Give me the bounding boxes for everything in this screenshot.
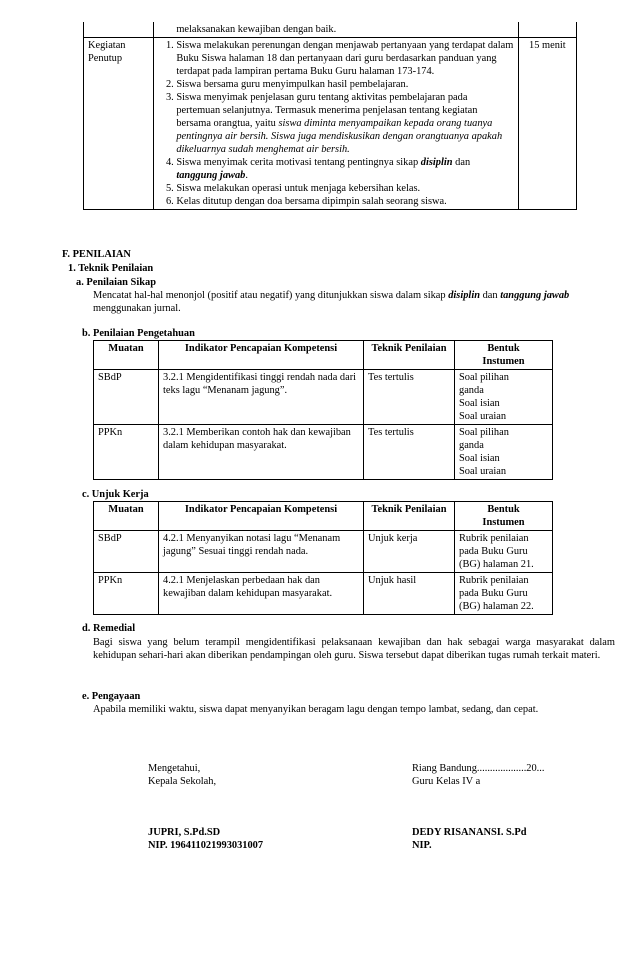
col-teknik: Teknik Penilaian: [364, 502, 455, 531]
duration-cell: 15 menit: [518, 38, 576, 210]
table-row: SBdP 4.2.1 Menyanyikan notasi lagu “Menanam jagung” Sesuai tinggi rendah nada. Unjuk kerja Rubrik penilaian pada Buku Guru (BG) halaman 21.: [94, 531, 553, 573]
list-item: 6. Kelas ditutup dengan doa bersama dipimpin salah seorang siswa.: [176, 195, 513, 208]
duration-cell-top: [518, 22, 576, 38]
penilaian-sikap-heading: a. Penilaian Sikap: [76, 277, 156, 288]
col-indikator: Indikator Pencapaian Kompetensi: [159, 341, 364, 370]
activity-table: [83, 22, 577, 210]
table-row: PPKn 3.2.1 Memberikan contoh hak dan kewajiban dalam kehidupan masyarakat. Tes tertulis Soal pilihan ganda Soal isian Soal uraian: [94, 425, 553, 480]
penilaian-pengetahuan-heading: b. Penilaian Pengetahuan: [82, 328, 195, 339]
remedial-text: Bagi siswa yang belum terampil mengidentifikasi pelaksanaan kewajiban dan hak sebagai warga masyarakat dalam kehidupan sehari-hari akan diberikan pendampingan oleh guru. Siswa tersebut dapat diberikan tugas rumah terkait materi.: [93, 637, 615, 661]
list-item: 2. Siswa bersama guru menyimpulkan hasil pembelajaran.: [176, 78, 513, 91]
list-item: 4. Siswa menyimak cerita motivasi tentang pentingnya sikap disiplin dan tanggung jawab.: [176, 156, 513, 182]
steps-cell: [154, 38, 518, 210]
col-muatan: Muatan: [94, 502, 159, 531]
table-row: [84, 22, 577, 38]
continuation-cell: melaksanakan kewajiban dengan baik.: [154, 22, 518, 38]
closing-steps-list: [158, 39, 513, 208]
penilaian-sikap-text: Mencatat hal-hal menonjol (positif atau negatif) yang ditunjukkan siswa dalam sikap disiplin dan tanggung jawab menggunakan jurnal.: [93, 290, 570, 314]
pengayaan-text: Apabila memiliki waktu, siswa dapat menyanyikan beragam lagu dengan tempo lambat, sedang, dan cepat.: [93, 704, 539, 715]
list-item: 1. Siswa melakukan perenungan dengan menjawab pertanyaan yang terdapat dalam Buku Siswa halaman 18 dan pertanyaan dari guru berdasarkan panduan yang terdapat pada lampiran pertama Buku Guru halaman 173-174.: [176, 39, 513, 78]
col-muatan: Muatan: [94, 341, 159, 370]
col-bentuk: Bentuk Instumen: [455, 502, 553, 531]
col-teknik: Teknik Penilaian: [364, 341, 455, 370]
remedial-heading: d. Remedial: [82, 623, 136, 634]
table-header-row: [94, 341, 553, 370]
unjuk-kerja-heading: c. Unjuk Kerja: [82, 489, 149, 500]
principal-name: JUPRI, S.Pd.SD NIP. 196411021993031007: [148, 827, 264, 851]
col-bentuk: Bentuk Instumen: [455, 341, 553, 370]
pengayaan-heading: e. Pengayaan: [82, 691, 141, 702]
section-f-title: F. PENILAIAN: [62, 249, 131, 260]
table-row: [84, 38, 577, 210]
signature-left: Mengetahui, Kepala Sekolah,: [148, 763, 217, 787]
table-header-row: [94, 502, 553, 531]
table-row: SBdP 3.2.1 Mengidentifikasi tinggi rendah nada dari teks lagu “Menanam jagung”. Tes tertulis Soal pilihan ganda Soal isian Soal uraian: [94, 370, 553, 425]
teknik-penilaian-heading: 1. Teknik Penilaian: [68, 263, 154, 274]
pengetahuan-table: [93, 340, 553, 480]
list-item: 3. Siswa menyimak penjelasan guru tentang aktivitas pembelajaran pada pertemuan selanjutnya. Termasuk menerima penjelasan tentang kegiatan bersama orangtua, yaitu siswa diminta menyampaikan kepada orang tuanya pentingnya air bersih. Siswa juga mendiskusikan dengan orangtuanya apakah dikeluarnya sudah menghemat air bersih.: [176, 91, 513, 156]
teacher-name: DEDY RISANANSI. S.Pd NIP.: [412, 827, 527, 851]
table-row: PPKn 4.2.1 Menjelaskan perbedaan hak dan kewajiban dalam kehidupan masyarakat. Unjuk hasil Rubrik penilaian pada Buku Guru (BG) halaman 22.: [94, 573, 553, 615]
col-indikator: Indikator Pencapaian Kompetensi: [159, 502, 364, 531]
list-item: 5. Siswa melakukan operasi untuk menjaga kebersihan kelas.: [176, 182, 513, 195]
signature-right: Riang Bandung...................20... Guru Kelas IV a: [412, 763, 545, 787]
phase-cell-top: [84, 22, 154, 38]
phase-label: Kegiatan Penutup: [84, 38, 154, 210]
unjuk-kerja-table: [93, 501, 553, 615]
